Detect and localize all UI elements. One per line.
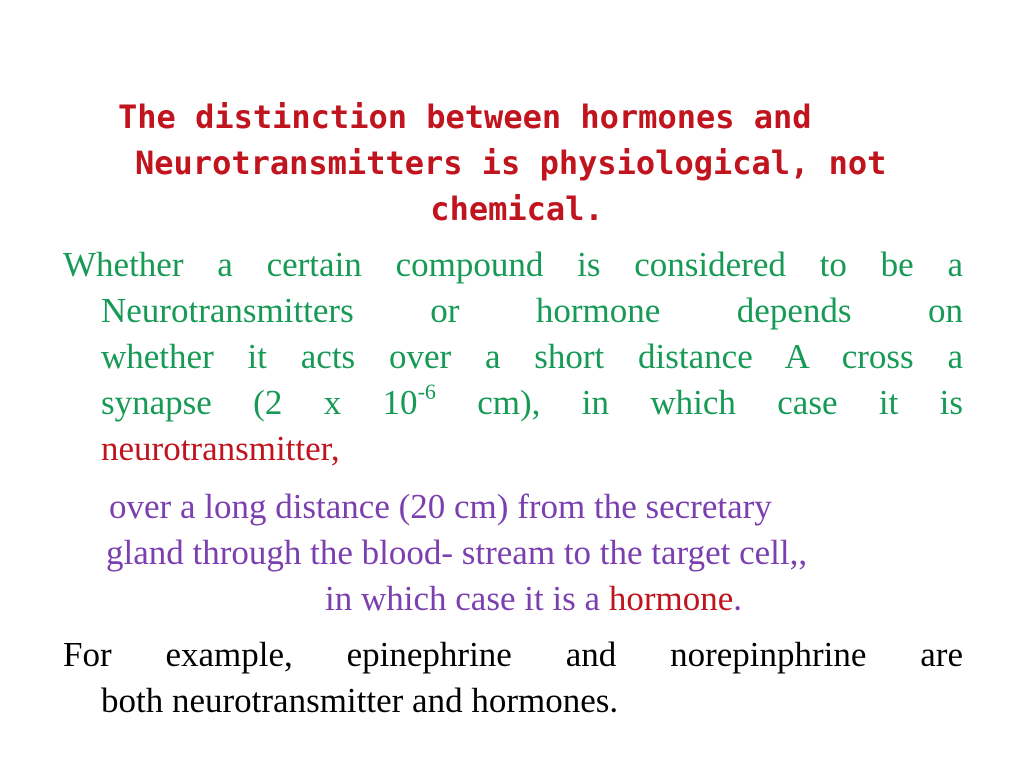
paragraph-hormone (106, 484, 966, 622)
paragraph1-line-4 (63, 380, 963, 426)
title-line-2: Neurotransmitters is physiological, not (135, 144, 887, 182)
title-line-3: chemical. (430, 190, 604, 228)
paragraph1-line-3: whether it acts over a short distance A cross a (101, 337, 963, 376)
synapse-text: synapse (2 x 10 (101, 383, 418, 422)
paragraph1-line-2: Neurotransmitters or hormone depends on (101, 291, 963, 330)
paragraph3-line-2: both neurotransmitter and hormones. (101, 681, 619, 720)
paragraph2-line-2: gland through the blood- stream to the target cell,, (106, 533, 808, 572)
paragraph3-line-1: For example, epinephrine and norepinphrine are (63, 635, 963, 674)
paragraph-example (63, 632, 963, 724)
title-line-1: The distinction between hormones and (118, 98, 812, 136)
paragraph1-line-1: Whether a certain compound is considered to be a (63, 245, 963, 284)
paragraph-neurotransmitter (63, 242, 963, 472)
synapse-text-continued: cm), in which case it is (435, 383, 963, 422)
exponent: -6 (417, 379, 436, 404)
paragraph2-line-1: over a long distance (20 cm) from the secretary (109, 487, 772, 526)
hormone-period: . (733, 579, 742, 618)
neurotransmitter-term: neurotransmitter, (101, 429, 340, 468)
hormone-term: hormone (608, 579, 734, 618)
hormone-case-text: in which case it is a (325, 579, 609, 618)
slide-title (118, 94, 938, 232)
paragraph2-line-3 (106, 576, 966, 622)
